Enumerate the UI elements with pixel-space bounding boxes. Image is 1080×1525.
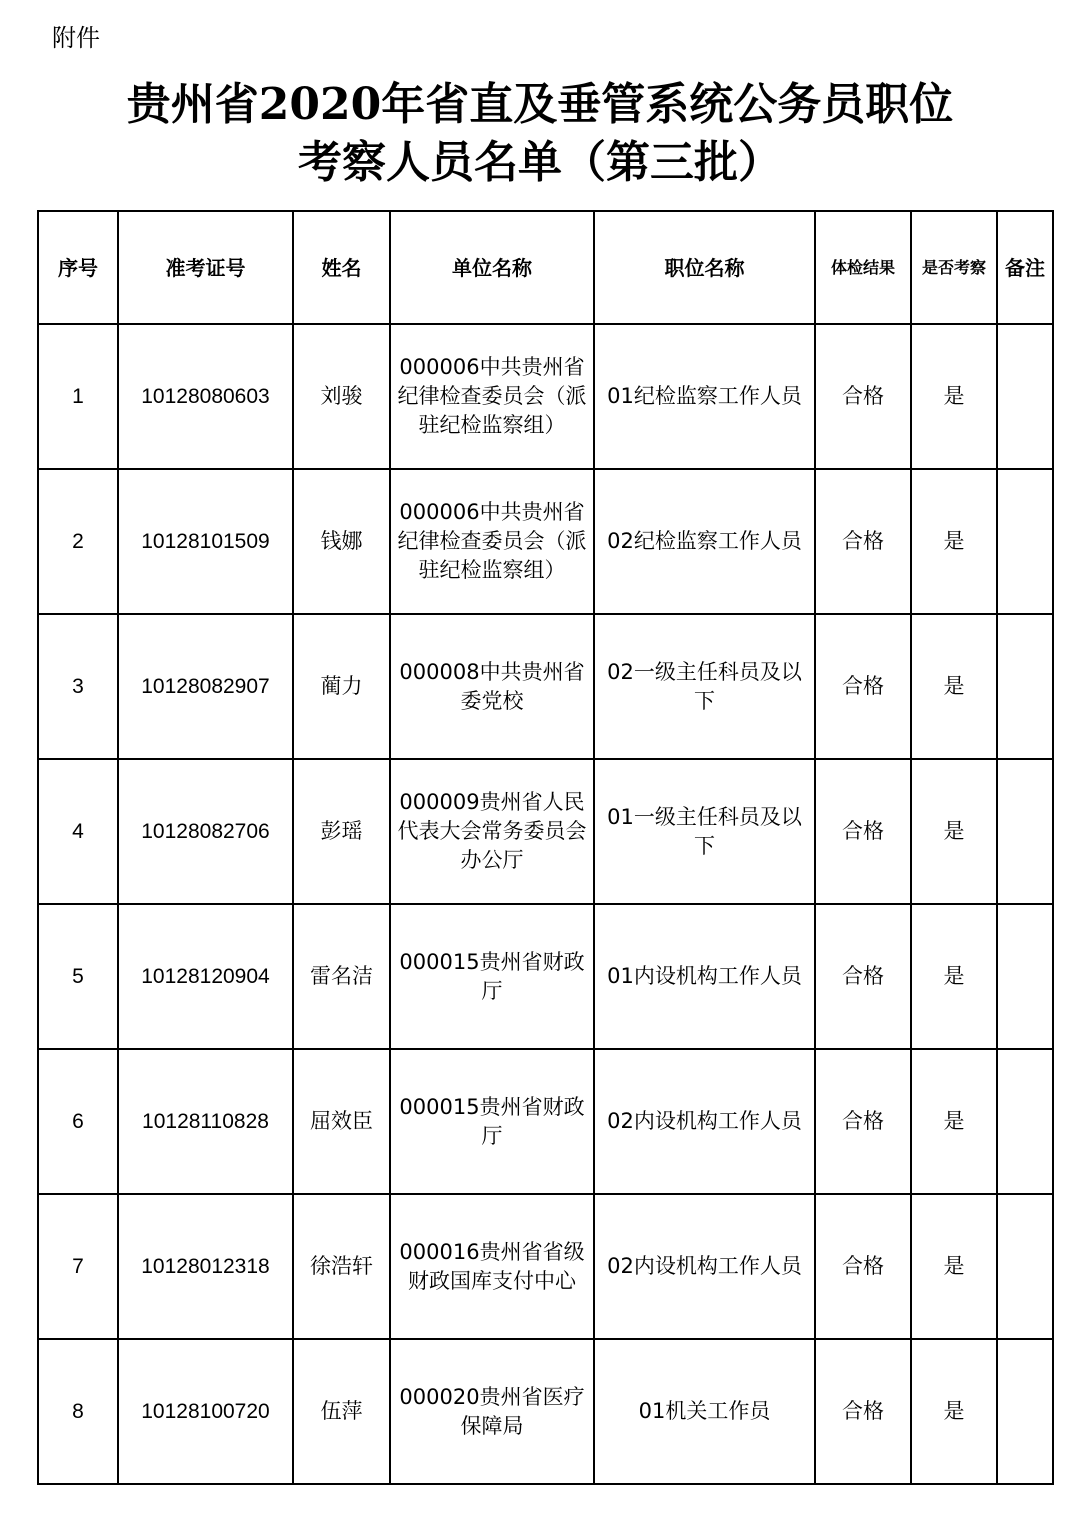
cell-unit: 000009贵州省人民代表大会常务委员会办公厅 [390,759,594,904]
header-inspect: 是否考察 [911,211,997,324]
cell-physical: 合格 [815,759,911,904]
cell-name: 屈效臣 [293,1049,390,1194]
cell-seq: 8 [38,1339,118,1484]
cell-exam-id: 10128082907 [118,614,293,759]
cell-exam-id: 10128080603 [118,324,293,469]
cell-seq: 5 [38,904,118,1049]
cell-physical: 合格 [815,1339,911,1484]
cell-inspect: 是 [911,904,997,1049]
cell-name: 伍萍 [293,1339,390,1484]
cell-remark [997,469,1053,614]
cell-exam-id: 10128101509 [118,469,293,614]
cell-seq: 7 [38,1194,118,1339]
cell-remark [997,614,1053,759]
cell-inspect: 是 [911,614,997,759]
cell-position: 02内设机构工作人员 [594,1049,815,1194]
roster-table [37,210,1054,1485]
cell-position: 02一级主任科员及以下 [594,614,815,759]
cell-remark [997,904,1053,1049]
cell-physical: 合格 [815,1049,911,1194]
header-position: 职位名称 [594,211,815,324]
cell-inspect: 是 [911,759,997,904]
cell-inspect: 是 [911,324,997,469]
attachment-label: 附件 [52,24,100,52]
document-title [0,76,1080,192]
cell-physical: 合格 [815,324,911,469]
table-row [38,759,1053,904]
cell-position: 01机关工作员 [594,1339,815,1484]
cell-remark [997,1194,1053,1339]
cell-unit: 000008中共贵州省委党校 [390,614,594,759]
title-line-2: 考察人员名单（第三批） [298,137,782,188]
cell-exam-id: 10128082706 [118,759,293,904]
cell-inspect: 是 [911,1194,997,1339]
header-row [38,211,1053,324]
cell-name: 彭瑶 [293,759,390,904]
cell-unit: 000015贵州省财政厅 [390,904,594,1049]
cell-unit: 000016贵州省省级财政国库支付中心 [390,1194,594,1339]
header-exam-id: 准考证号 [118,211,293,324]
cell-exam-id: 10128110828 [118,1049,293,1194]
header-seq: 序号 [38,211,118,324]
cell-inspect: 是 [911,469,997,614]
cell-name: 刘骏 [293,324,390,469]
header-remark: 备注 [997,211,1053,324]
cell-remark [997,1049,1053,1194]
cell-seq: 2 [38,469,118,614]
cell-position: 01一级主任科员及以下 [594,759,815,904]
cell-name: 雷名洁 [293,904,390,1049]
cell-name: 钱娜 [293,469,390,614]
cell-exam-id: 10128120904 [118,904,293,1049]
cell-remark [997,324,1053,469]
cell-position: 01纪检监察工作人员 [594,324,815,469]
cell-unit: 000006中共贵州省纪律检查委员会（派驻纪检监察组） [390,324,594,469]
table-row [38,904,1053,1049]
cell-remark [997,759,1053,904]
table-row [38,1339,1053,1484]
cell-unit: 000006中共贵州省纪律检查委员会（派驻纪检监察组） [390,469,594,614]
cell-remark [997,1339,1053,1484]
cell-position: 02纪检监察工作人员 [594,469,815,614]
cell-unit: 000015贵州省财政厅 [390,1049,594,1194]
cell-unit: 000020贵州省医疗保障局 [390,1339,594,1484]
header-name: 姓名 [293,211,390,324]
cell-physical: 合格 [815,469,911,614]
cell-seq: 6 [38,1049,118,1194]
table-row [38,614,1053,759]
cell-name: 蔺力 [293,614,390,759]
cell-exam-id: 10128100720 [118,1339,293,1484]
table-row [38,469,1053,614]
cell-position: 02内设机构工作人员 [594,1194,815,1339]
cell-inspect: 是 [911,1049,997,1194]
table-row [38,1194,1053,1339]
title-line-1: 贵州省2020年省直及垂管系统公务员职位 [126,79,954,130]
cell-seq: 4 [38,759,118,904]
cell-exam-id: 10128012318 [118,1194,293,1339]
table-row [38,324,1053,469]
cell-name: 徐浩轩 [293,1194,390,1339]
header-unit: 单位名称 [390,211,594,324]
cell-seq: 3 [38,614,118,759]
table-row [38,1049,1053,1194]
cell-position: 01内设机构工作人员 [594,904,815,1049]
header-physical: 体检结果 [815,211,911,324]
cell-seq: 1 [38,324,118,469]
cell-physical: 合格 [815,1194,911,1339]
cell-physical: 合格 [815,904,911,1049]
cell-physical: 合格 [815,614,911,759]
cell-inspect: 是 [911,1339,997,1484]
